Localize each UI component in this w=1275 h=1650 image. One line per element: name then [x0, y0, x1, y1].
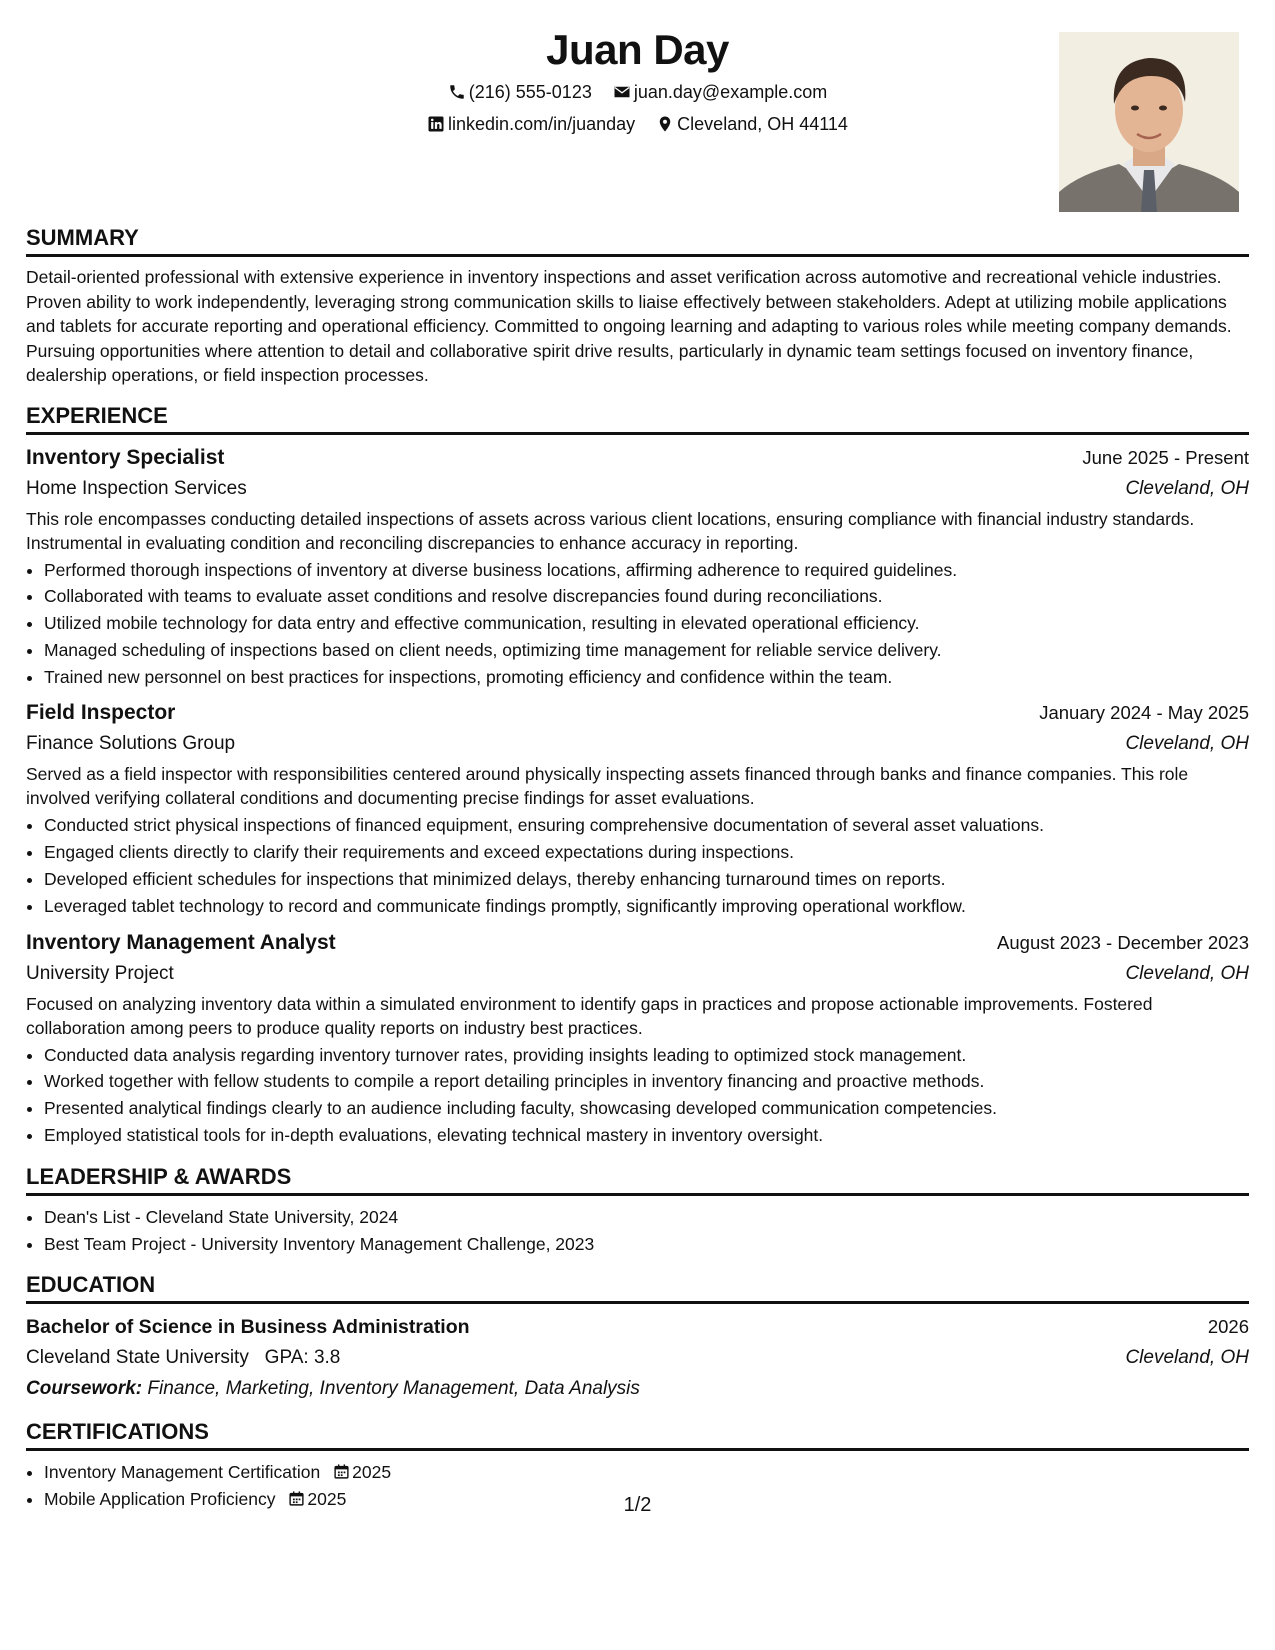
job-dates: August 2023 - December 2023 — [997, 931, 1249, 953]
job-dates: June 2025 - Present — [1082, 446, 1249, 468]
profile-photo — [1059, 32, 1239, 212]
job-organization: Finance Solutions Group — [26, 733, 236, 755]
list-item: • Engaged clients directly to clarify their requirements and exceed expectations during inspections. — [44, 839, 1249, 866]
job-dates: January 2024 - May 2025 — [1039, 702, 1249, 724]
school-location: Cleveland, OH — [1125, 1347, 1249, 1369]
experience-entry — [26, 928, 1249, 1149]
section-title-experience: EXPERIENCE — [26, 402, 1249, 435]
job-location: Cleveland, OH — [1125, 733, 1249, 755]
list-item: • Employed statistical tools for in-depth evaluations, elevating technical mastery in inventory oversight. — [44, 1122, 1249, 1149]
certification-year: 2025 — [307, 1489, 347, 1510]
list-item: • Worked together with fellow students to compile a report detailing principles in inventory financing and proactive methods. — [44, 1068, 1249, 1095]
coursework — [26, 1374, 1249, 1404]
graduation-year: 2026 — [1207, 1316, 1249, 1338]
certification-name: Inventory Management Certification — [44, 1462, 321, 1483]
list-item: • Dean's List - Cleveland State University, 2024 — [44, 1204, 1249, 1231]
school-line — [26, 1342, 340, 1374]
job-bullets — [26, 1042, 1249, 1149]
job-organization: University Project — [26, 962, 174, 984]
section-title-education: EDUCATION — [26, 1271, 1249, 1304]
job-title: Inventory Management Analyst — [26, 930, 336, 954]
section-title-certifications: CERTIFICATIONS — [26, 1418, 1249, 1451]
summary-section — [26, 224, 1249, 388]
linkedin-icon — [427, 115, 445, 133]
job-bullets — [26, 557, 1249, 691]
list-item: • Presented analytical findings clearly to an audience including faculty, showcasing developed communication competencies. — [44, 1095, 1249, 1122]
calendar-icon — [333, 1463, 350, 1480]
certification-name: Mobile Application Proficiency — [44, 1489, 276, 1510]
job-description: Focused on analyzing inventory data within a simulated environment to identify gaps in practices and propose actionable improvements. Fostered collaboration among peers to produce quality reports on industry best practices. — [26, 993, 1153, 1038]
list-item: • Leveraged tablet technology to record and communicate findings promptly, significantly improving operational workflow. — [44, 893, 1249, 920]
contact-email[interactable]: juan.day@example.com — [613, 80, 827, 104]
map-pin-icon — [656, 115, 674, 133]
list-item: • Trained new personnel on best practices for inspections, promoting efficiency and confidence within the team. — [44, 664, 1249, 691]
resume-header — [26, 0, 1249, 218]
coursework-label: Coursework: — [26, 1378, 143, 1400]
job-title: Field Inspector — [26, 701, 176, 725]
candidate-name: Juan Day — [546, 26, 729, 73]
experience-section — [26, 402, 1249, 1149]
education-section — [26, 1271, 1249, 1404]
section-title-awards: LEADERSHIP & AWARDS — [26, 1163, 1249, 1196]
job-title: Inventory Specialist — [26, 445, 225, 469]
page-number: 1/2 — [623, 1494, 652, 1516]
list-item: • Collaborated with teams to evaluate asset conditions and resolve discrepancies found during reconciliations. — [44, 583, 1249, 610]
section-title-summary: SUMMARY — [26, 224, 1249, 257]
experience-entry — [26, 443, 1249, 691]
job-description: Served as a field inspector with responsibilities centered around physically inspecting assets financed through banks and finance companies. This role involved verifying collateral conditions and documenting precise findings for asset evaluations. — [26, 764, 1189, 809]
awards-list — [26, 1204, 1249, 1258]
school-name: Cleveland State University — [26, 1347, 249, 1369]
job-location: Cleveland, OH — [1125, 477, 1249, 499]
list-item: • Developed efficient schedules for inspections that minimized delays, thereby enhancing turnaround times on reports. — [44, 866, 1249, 893]
job-location: Cleveland, OH — [1125, 962, 1249, 984]
list-item: • Utilized mobile technology for data entry and effective communication, resulting in elevated operational efficiency. — [44, 610, 1249, 637]
list-item: • Conducted data analysis regarding inventory turnover rates, providing insights leading to optimized stock management. — [44, 1042, 1249, 1069]
list-item — [44, 1459, 1249, 1486]
job-description: This role encompasses conducting detailed inspections of assets across various client locations, ensuring compliance with financial industry standards. Instrumental in evaluating condition and reconciling discrepancies to enhance accuracy in reporting. — [26, 508, 1195, 553]
list-item: • Managed scheduling of inspections based on client needs, optimizing time management for reliable service delivery. — [44, 637, 1249, 664]
awards-section — [26, 1163, 1249, 1258]
degree-title: Bachelor of Science in Business Administration — [26, 1316, 470, 1339]
gpa: GPA: 3.8 — [264, 1347, 341, 1369]
contact-phone: (216) 555-0123 — [448, 80, 592, 104]
coursework-list: Finance, Marketing, Inventory Management, Data Analysis — [147, 1378, 640, 1400]
list-item: • Best Team Project - University Inventory Management Challenge, 2023 — [44, 1231, 1249, 1258]
list-item: • Conducted strict physical inspections of financed equipment, ensuring comprehensive documentation of several asset valuations. — [44, 812, 1249, 839]
phone-icon — [448, 83, 466, 101]
contact-linkedin[interactable]: linkedin.com/in/juanday — [427, 112, 635, 136]
contact-location: Cleveland, OH 44114 — [656, 112, 848, 136]
resume-page — [26, 0, 1249, 1513]
envelope-icon — [613, 83, 631, 101]
job-organization: Home Inspection Services — [26, 477, 247, 499]
experience-entry — [26, 698, 1249, 919]
list-item: • Performed thorough inspections of inventory at diverse business locations, affirming adherence to required guidelines. — [44, 557, 1249, 584]
summary-text: Detail-oriented professional with extensive experience in inventory inspections and asset verification across automotive and recreational vehicle industries. Proven ability to work independently, leveraging strong communication skills to liaise effectively between stakeholders. Adept at utilizing mobile applications and tablets for accurate reporting and operational efficiency. Committed to ongoing learning and adapting to various roles while meeting company demands. Pursuing opportunities where attention to detail and collaborative spirit drive results, particularly in dynamic team settings focused on inventory finance, dealership operations, or field inspection processes. — [26, 267, 1232, 385]
certification-year: 2025 — [352, 1462, 392, 1483]
job-bullets — [26, 812, 1249, 919]
